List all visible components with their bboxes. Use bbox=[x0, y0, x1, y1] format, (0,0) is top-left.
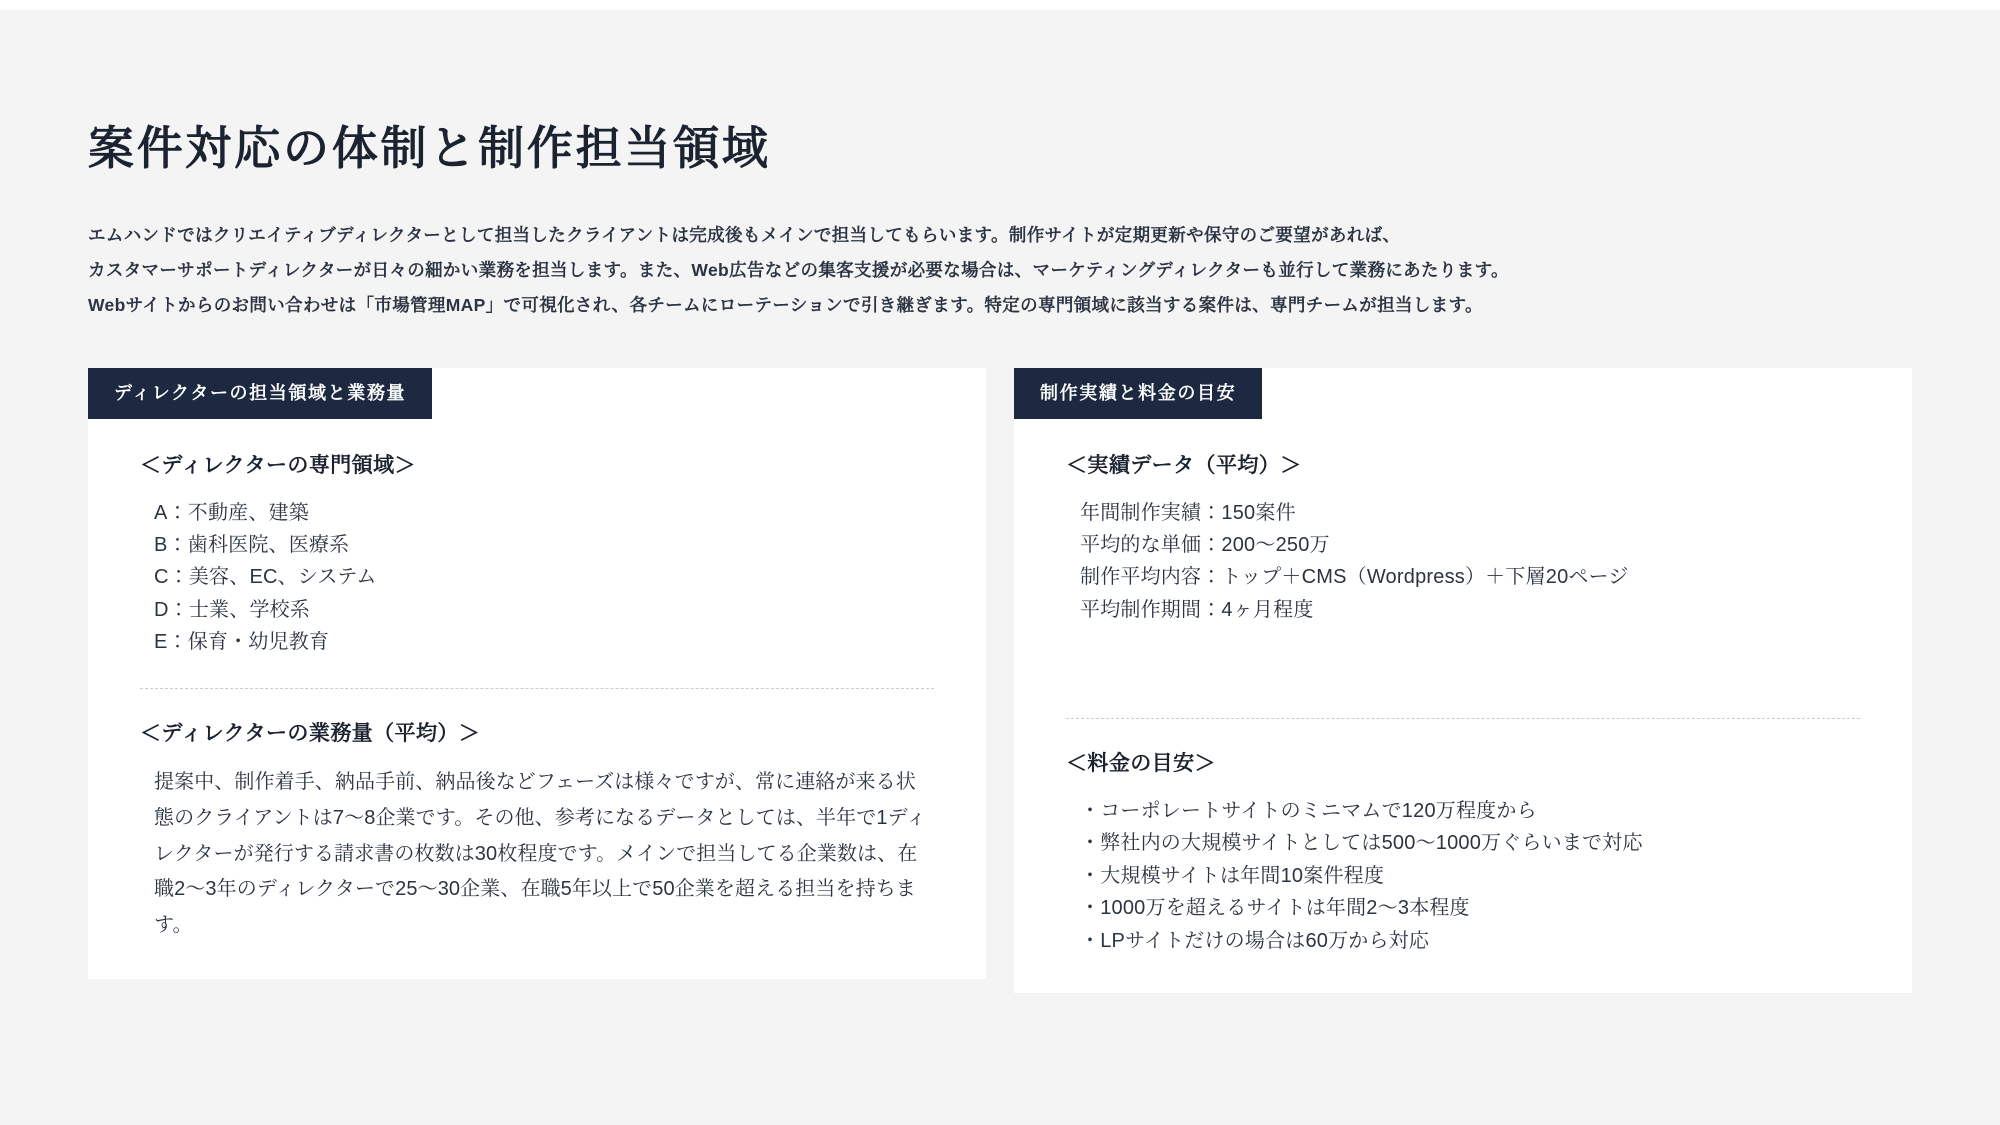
card-results-and-pricing bbox=[1014, 368, 1912, 994]
right-card-spacer bbox=[1066, 626, 1860, 688]
list-item: ・大規模サイトは年間10案件程度 bbox=[1080, 864, 1385, 887]
section-divider-left bbox=[140, 688, 934, 689]
page-title: 案件対応の体制と制作担当領域 bbox=[88, 122, 771, 174]
list-item: 制作平均内容：トップ＋CMS（Wordpress）＋下層20ページ bbox=[1080, 566, 1629, 589]
list-item: 平均的な単価：200〜250万 bbox=[1080, 533, 1330, 556]
card-tab-label-right: 制作実績と料金の目安 bbox=[1014, 368, 1262, 419]
director-specialty-list bbox=[140, 497, 934, 659]
intro-line-3: Webサイトからのお問い合わせは「市場管理MAP」で可視化され、各チームにローテーションで引き継ぎます。特定の専門領域に該当する案件は、専門チームが担当します。 bbox=[88, 294, 1483, 315]
list-item: E：保育・幼児教育 bbox=[154, 631, 330, 654]
card-tab-label-left: ディレクターの担当領域と業務量 bbox=[88, 368, 432, 419]
card-body-right bbox=[1014, 419, 1912, 958]
card-director-scope bbox=[88, 368, 986, 980]
section-title-performance-data: ＜実績データ（平均）＞ bbox=[1066, 453, 1302, 477]
list-item: ・LPサイトだけの場合は60万から対応 bbox=[1080, 929, 1430, 952]
intro-text bbox=[88, 218, 1912, 323]
list-item: ・弊社内の大規模サイトとしては500〜1000万ぐらいまで対応 bbox=[1080, 832, 1643, 855]
list-item: 年間制作実績：150案件 bbox=[1080, 501, 1296, 524]
performance-data-list bbox=[1066, 497, 1860, 627]
section-title-pricing-guide: ＜料金の目安＞ bbox=[1066, 752, 1216, 776]
intro-line-1: エムハンドではクリエイティブディレクターとして担当したクライアントは完成後もメインで担当してもらいます。制作サイトが定期更新や保守のご要望があれば、 bbox=[88, 224, 1401, 245]
section-divider-right bbox=[1066, 718, 1860, 719]
director-workload-paragraph: 提案中、制作着手、納品手前、納品後などフェーズは様々ですが、常に連絡が来る状態のクライアントは7〜8企業です。その他、参考になるデータとしては、半年で1ディレクターが発行する請求書の枚数は30枚程度です。メインで担当してる企業数は、在職2〜3年のディレクターで25〜30企業、在職5年以上で50企業を超える担当を持ちます。 bbox=[154, 771, 927, 936]
list-item: 平均制作期間：4ヶ月程度 bbox=[1080, 598, 1314, 621]
list-item: ・1000万を超えるサイトは年間2〜3本程度 bbox=[1080, 897, 1470, 920]
pricing-guide-list bbox=[1066, 795, 1860, 957]
section-title-director-specialty: ＜ディレクターの専門領域＞ bbox=[140, 453, 416, 477]
card-body-left bbox=[88, 419, 986, 944]
list-item: D：士業、学校系 bbox=[154, 598, 311, 621]
list-item: ・コーポレートサイトのミニマムで120万程度から bbox=[1080, 800, 1537, 823]
section-title-director-workload: ＜ディレクターの業務量（平均）＞ bbox=[140, 722, 481, 746]
list-item: B：歯科医院、医療系 bbox=[154, 533, 350, 556]
list-item: A：不動産、建築 bbox=[154, 501, 309, 524]
cards-row bbox=[88, 368, 1912, 994]
intro-line-2: カスタマーサポートディレクターが日々の細かい業務を担当します。また、Web広告などの集客支援が必要な場合は、マーケティングディレクターも並行して業務にあたります。 bbox=[88, 259, 1509, 280]
list-item: C：美容、EC、システム bbox=[154, 566, 377, 589]
